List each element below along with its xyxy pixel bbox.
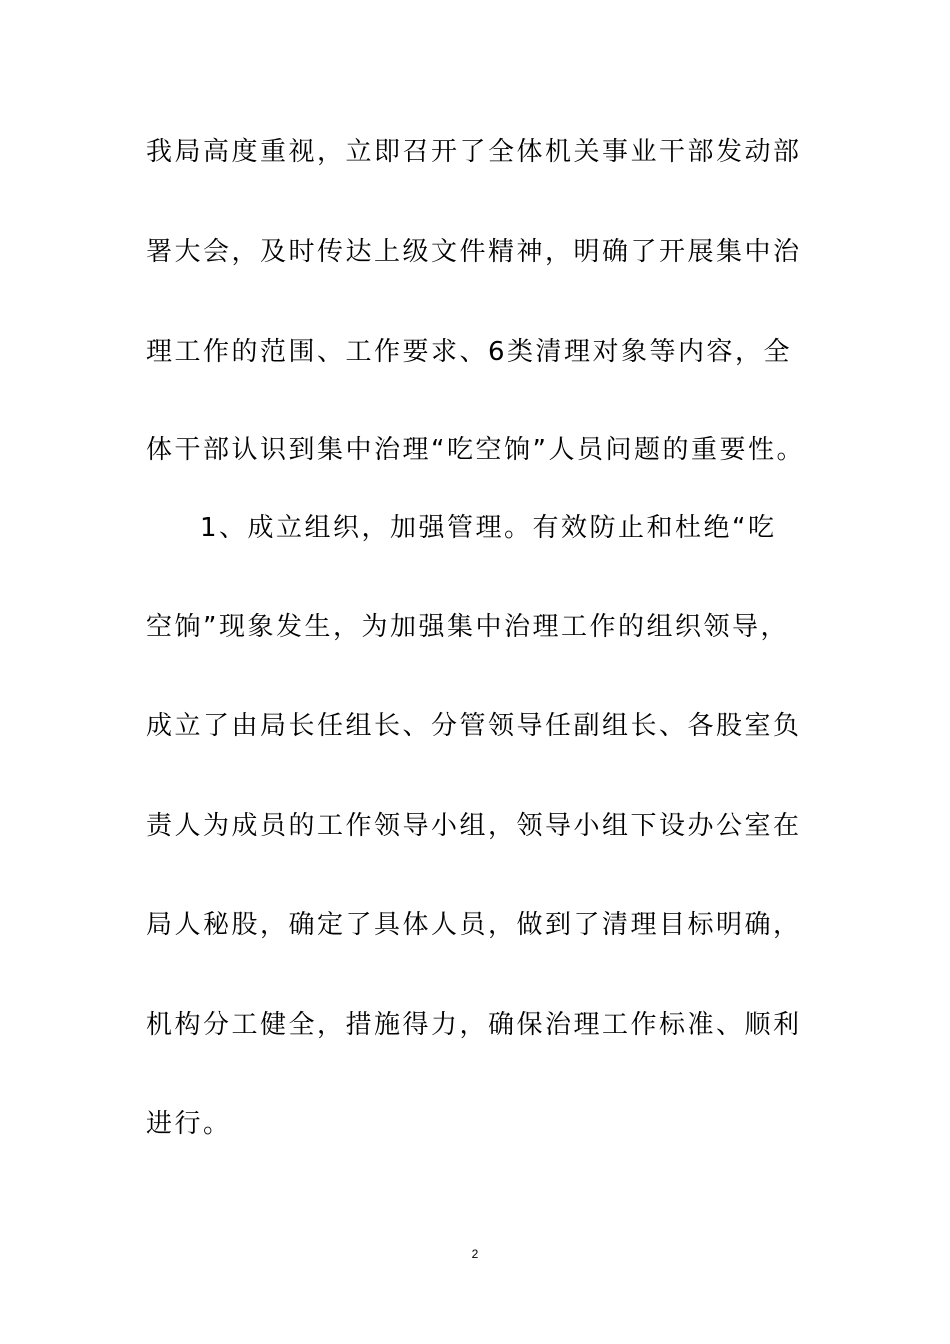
paragraph-line: 1、成立组织，加强管理。有效防止和杜绝“吃 — [200, 513, 777, 543]
paragraph-line: 我局高度重视，立即召开了全体机关事业干部发动部 — [146, 137, 802, 167]
paragraph-line: 进行。 — [146, 1109, 232, 1139]
paragraph-line: 局人秘股，确定了具体人员，做到了清理目标明确， — [146, 910, 802, 940]
page-number: 2 — [471, 1247, 479, 1261]
paragraph-line: 责人为成员的工作领导小组，领导小组下设办公室在 — [146, 811, 802, 841]
paragraph-line: 空饷”现象发生，为加强集中治理工作的组织领导， — [146, 612, 789, 642]
paragraph-line: 署大会，及时传达上级文件精神，明确了开展集中治 — [146, 237, 802, 267]
paragraph-line: 成立了由局长任组长、分管领导任副组长、各股室负 — [146, 711, 802, 741]
paragraph-line: 机构分工健全，措施得力，确保治理工作标准、顺利 — [146, 1010, 802, 1040]
paragraph-line: 理工作的范围、工作要求、6类清理对象等内容，全 — [146, 337, 793, 367]
paragraph-line: 体干部认识到集中治理“吃空饷”人员问题的重要性。 — [146, 435, 805, 465]
